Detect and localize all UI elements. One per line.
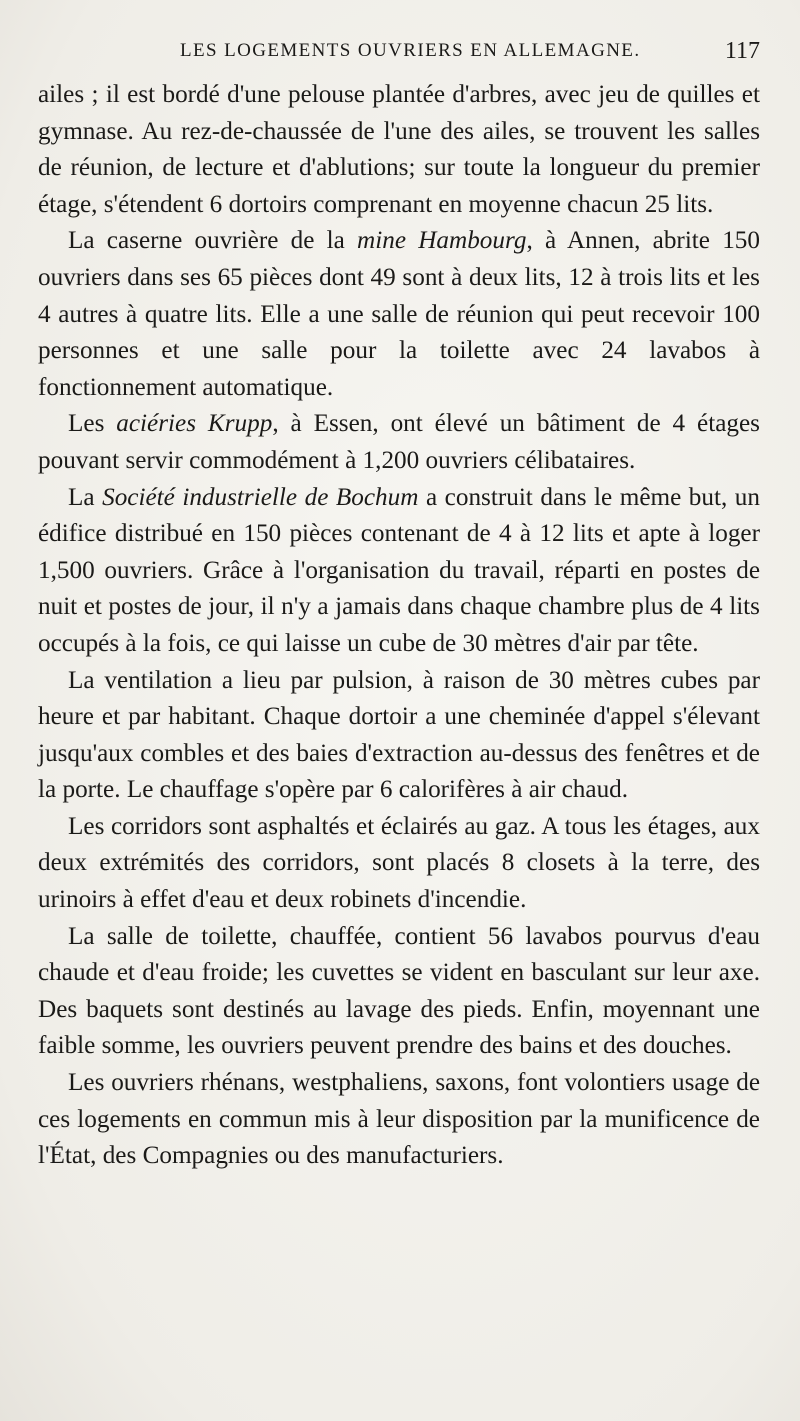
text-segment: La caserne ouvrière de la [68, 227, 358, 255]
paragraph-1 [38, 77, 760, 223]
text-segment: Les corridors sont asphaltés et éclairés au gaz. A tous les étages, aux deux extrémités des corridors, sont placés 8 closets à la terre, des urinoirs à effet d'eau et deux robinets d'incendie. [38, 812, 760, 914]
text-segment: La [68, 483, 103, 511]
text-segment: a construit dans le même but, un édifice distribué en 150 pièces contenant de 4 à 12 lits et apte à loger 1,500 ouvriers. Grâce à l'organisation du travail, réparti en postes de nuit et postes de jour, il n'y a jamais dans chaque chambre plus de 4 lits occupés à la fois, ce qui laisse un cube de 30 mètres d'air par tête. [38, 483, 760, 657]
text-segment: Les ouvriers rhénans, westphaliens, saxons, font volontiers usage de ces logements en commun mis à leur disposition par la munificence de l'État, des Compagnies ou des manufacturiers. [38, 1069, 760, 1170]
italic-segment: aciéries Krupp [116, 410, 273, 438]
page-body [38, 77, 760, 1175]
text-segment: ailes ; il est bordé d'une pelouse plantée d'arbres, avec jeu de quilles et gymnase. Au rez-de-chaussée de l'une des ailes, se trouvent les salles de réunion, de lecture et d'ablutions; sur toute la longueur du premier étage, s'étendent 6 dortoirs comprenant en moyenne chacun 25 lits. [38, 81, 760, 218]
paragraph-2 [38, 223, 760, 406]
text-segment: La ventilation a lieu par pulsion, à raison de 30 mètres cubes par heure et par habitant. Chaque dortoir a une cheminée d'appel s'élevant jusqu'aux combles et des baies d'extraction au-dessus des fenêtres et de la porte. Le chauffage s'opère par 6 calorifères à air chaud. [38, 666, 760, 804]
text-segment: La salle de toilette, chauffée, contient 56 lavabos pourvus d'eau chaude et d'eau froide; les cuvettes se vident en basculant sur leur axe. Des baquets sont destinés au lavage des pieds. Enfin, moyennant une faible somme, les ouvriers peuvent prendre des bains et des douches. [38, 922, 760, 1060]
italic-segment: mine Hambourg [357, 227, 527, 255]
paragraph-4 [38, 480, 760, 663]
italic-segment: Société industrielle de Bochum [102, 483, 419, 511]
text-segment: , à Essen, ont élevé un bâtiment de 4 étages pouvant servir commodément à 1,200 ouvriers célibataires. [38, 410, 760, 474]
running-title: LES LOGEMENTS OUVRIERS EN ALLEMAGNE. [180, 40, 641, 61]
paragraph-5 [38, 663, 760, 809]
paragraph-8 [38, 1065, 760, 1175]
page-header [40, 40, 760, 74]
text-segment: Les [68, 410, 117, 438]
paragraph-3 [38, 406, 760, 479]
page-number: 117 [724, 38, 760, 64]
text-segment: , à Annen, abrite 150 ouvriers dans ses 65 pièces dont 49 sont à deux lits, 12 à trois lits et les 4 autres à quatre lits. Elle a une salle de réunion qui peut recevoir 100 personnes et une salle pour la toilette avec 24 lavabos à fonctionnement automatique. [38, 227, 760, 401]
paragraph-7 [38, 919, 760, 1065]
paragraph-6 [38, 809, 760, 919]
